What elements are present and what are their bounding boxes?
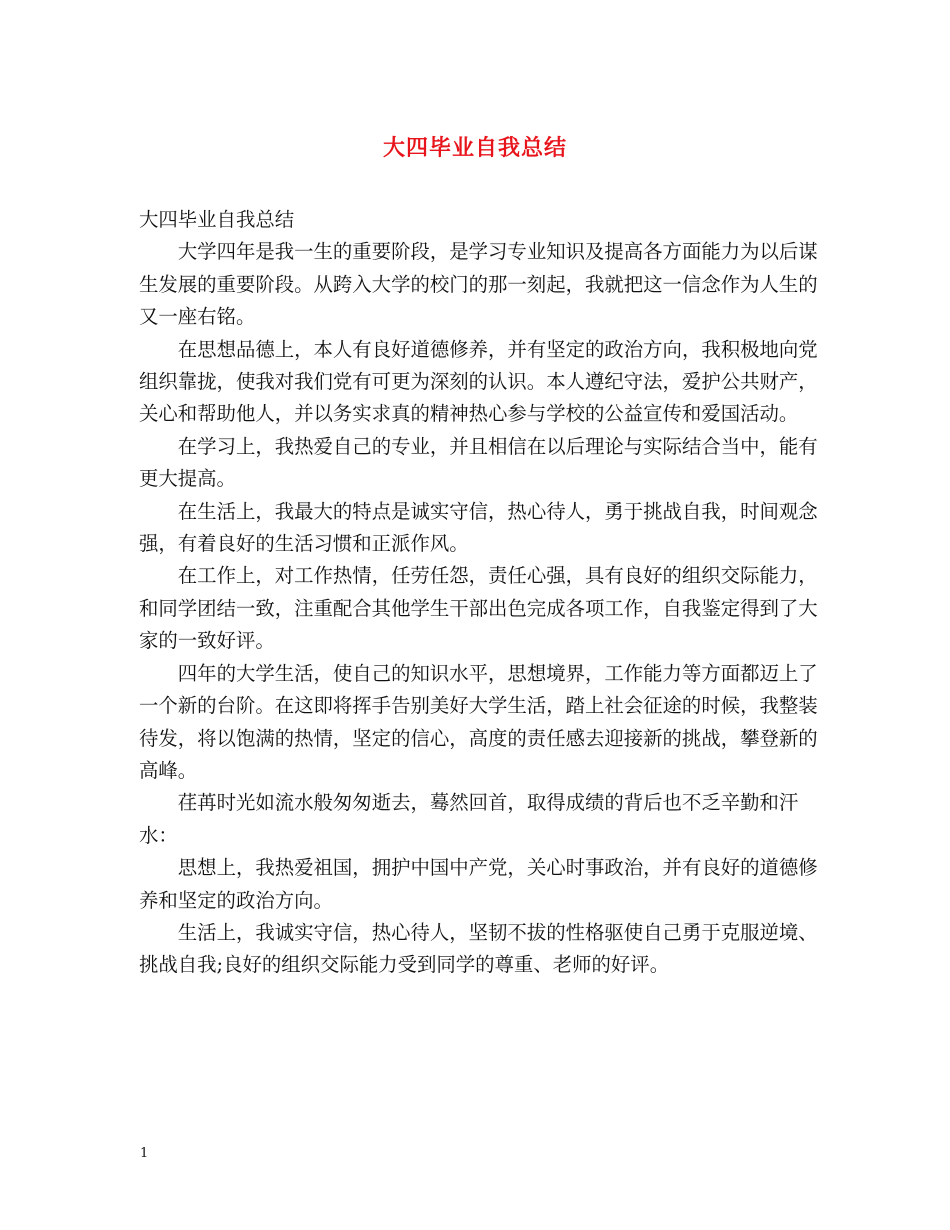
paragraph-4: 在生活上，我最大的特点是诚实守信，热心待人，勇于挑战自我，时间观念强，有着良好的生活习惯和正派作风。 [139,499,818,556]
document-subtitle: 大四毕业自我总结 [139,208,295,231]
document-body [139,204,819,982]
paragraph-8: 思想上，我热爱祖国，拥护中国中产党，关心时事政治，并有良好的道德修养和坚定的政治方向。 [139,856,818,912]
paragraph-9: 生活上，我诚实守信，热心待人，坚韧不拔的性格驱使自己勇于克服逆境、挑战自我;良好的组织交际能力受到同学的尊重、老师的好评。 [139,920,818,977]
paragraph-1: 大学四年是我一生的重要阶段，是学习专业知识及提高各方面能力为以后谋生发展的重要阶段。从跨入大学的校门的那一刻起，我就把这一信念作为人生的又一座右铭。 [139,240,818,329]
paragraph-3: 在学习上，我热爱自己的专业，并且相信在以后理论与实际结合当中，能有更大提高。 [139,434,818,491]
paragraph-7: 荏苒时光如流水般匆匆逝去，蓦然回首，取得成绩的背后也不乏辛勤和汗水： [139,791,799,847]
page-number: 1 [140,1146,149,1161]
paragraph-5: 在工作上，对工作热情，任劳任怨，责任心强，具有良好的组织交际能力，和同学团结一致，注重配合其他学生干部出色完成各项工作，自我鉴定得到了大家的一致好评。 [139,564,818,653]
paragraph-6: 四年的大学生活，使自己的知识水平，思想境界，工作能力等方面都迈上了一个新的台阶。在这即将挥手告别美好大学生活，踏上社会征途的时候，我整装待发，将以饱满的热情，坚定的信心，高度的责任感去迎接新的挑战，攀登新的高峰。 [139,661,818,782]
document-title: 大四毕业自我总结 [382,135,567,161]
paragraph-2: 在思想品德上，本人有良好道德修养，并有坚定的政治方向，我积极地向党组织靠拢，使我对我们党有可更为深刻的认识。本人遵纪守法，爱护公共财产，关心和帮助他人，并以务实求真的精神热心参与学校的公益宣传和爱国活动。 [139,337,818,426]
